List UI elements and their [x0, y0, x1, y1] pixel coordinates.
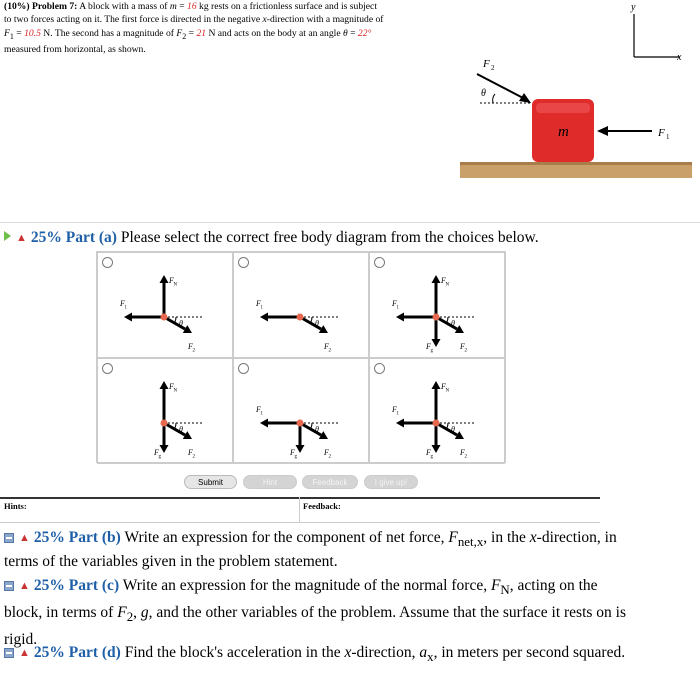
part-c-label: 25% Part (c): [33, 577, 120, 594]
problem-text-1: A block with a mass of: [79, 1, 168, 12]
f1-sub: 1: [666, 133, 670, 141]
mass-label: m: [558, 124, 569, 140]
part-c-text-1: Write an expression for the magnitude of the normal force,: [122, 577, 488, 594]
f1-label: F: [658, 127, 665, 139]
f2-label: F: [188, 448, 193, 457]
f1-arrow: [260, 313, 300, 322]
part-a-label: 25% Part (a): [30, 229, 117, 246]
f1-label-sub: 1: [396, 411, 399, 417]
warning-icon: ▲: [16, 232, 27, 244]
mass-value: 16: [187, 1, 197, 12]
fbd-diagram-3: [370, 253, 506, 359]
f1-value: 10.5: [24, 27, 41, 39]
fn-arrow: [160, 381, 169, 423]
theta-symbol: θ: [342, 27, 348, 39]
submit-button[interactable]: Submit: [184, 475, 237, 489]
f2-arrow: [164, 423, 192, 439]
f2-label: F: [188, 342, 193, 351]
f2-value: 21: [196, 27, 207, 39]
fbd-diagram-2: [234, 253, 370, 359]
fn-label-sub: N: [173, 282, 178, 288]
collapse-icon[interactable]: [4, 581, 14, 591]
fg-label: F: [426, 342, 431, 351]
problem-number: Problem 7:: [31, 1, 78, 12]
theta-label: θ: [315, 319, 319, 328]
collapse-icon[interactable]: [4, 648, 14, 658]
f2-label: F: [324, 448, 329, 457]
problem-figure: [455, 0, 700, 185]
f1-label: F: [392, 405, 397, 414]
fn-label: F: [441, 276, 446, 285]
collapse-icon[interactable]: [4, 533, 14, 543]
f1-arrowhead: [597, 126, 608, 136]
f2-label: F: [460, 448, 465, 457]
part-a-prompt: Please select the correct free body diagram from the choices below.: [120, 229, 539, 246]
part-c-text-3: block, in terms of: [4, 604, 114, 622]
theta-label: θ: [179, 425, 183, 434]
feedback-button[interactable]: Feedback: [302, 475, 358, 489]
fg-label-sub: g: [430, 454, 433, 460]
hints-feedback-bar: [0, 497, 600, 523]
fg-arrow: [296, 423, 305, 453]
fnet-sub: net,x: [457, 534, 484, 550]
f2-label-sub: 2: [192, 454, 195, 460]
f1-symbol: F: [4, 27, 10, 39]
theta-label: θ: [481, 88, 486, 99]
f1-label: F: [256, 299, 261, 308]
choice-2[interactable]: [233, 252, 369, 358]
part-d-header[interactable]: [4, 643, 696, 667]
choice-1[interactable]: [97, 252, 233, 358]
f2-arrow: [436, 423, 464, 439]
part-c-text-5: , and the other variables of the problem. Assume that the surface it rests on is: [148, 604, 626, 622]
mass-point: [161, 420, 168, 427]
fg-label-sub: g: [158, 454, 161, 460]
f2-arrow: [300, 423, 328, 439]
problem-text-3: to two forces acting on it. The first force is directed in the negative: [4, 14, 261, 26]
floor-edge: [460, 162, 692, 165]
f1-label: F: [120, 299, 125, 308]
part-c-text-2: , acting on the: [509, 577, 598, 594]
f2-arrow: [436, 317, 464, 333]
f2-symbol: F: [117, 604, 127, 622]
part-d-text-1: Find the block's acceleration in the: [124, 644, 341, 661]
part-d-label: 25% Part (d): [33, 644, 121, 661]
f2-label-sub: 2: [464, 348, 467, 354]
mass-point: [297, 420, 304, 427]
part-d-text-2: -direction,: [351, 644, 416, 661]
f1-label-sub: 1: [396, 305, 399, 311]
part-b-text-2: , in the: [483, 529, 526, 546]
choices-grid: [96, 251, 506, 463]
part-d-text-3: , in meters per second squared.: [433, 644, 626, 661]
f2-sub: 2: [491, 64, 495, 72]
mass-point: [433, 420, 440, 427]
choice-4[interactable]: [97, 358, 233, 464]
x-symbol-b: x: [529, 529, 537, 546]
f1-label: F: [256, 405, 261, 414]
fg-arrow: [432, 423, 441, 453]
f2-label-sub: 2: [328, 454, 331, 460]
fbd-diagram-4: [98, 359, 234, 465]
f2-label: F: [483, 58, 490, 70]
f2-label-sub: 2: [328, 348, 331, 354]
block-highlight: [536, 103, 590, 113]
fn-label-sub: N: [445, 282, 450, 288]
expand-icon[interactable]: [4, 231, 11, 241]
give-up-button[interactable]: I give up!: [364, 475, 418, 489]
fn-label: F: [169, 276, 174, 285]
fg-label: F: [290, 448, 295, 457]
part-b-header[interactable]: [4, 528, 694, 572]
part-a-header[interactable]: [4, 228, 539, 248]
x-symbol: x: [262, 14, 267, 26]
choice-5[interactable]: [233, 358, 369, 464]
part-b-text-3: -direction, in: [536, 529, 617, 546]
f1-arrow: [396, 313, 436, 322]
fn-label: F: [169, 382, 174, 391]
part-c-header[interactable]: [4, 574, 696, 651]
problem-weight: (10%): [4, 1, 30, 12]
g-symbol: g: [140, 604, 149, 622]
fn-label: F: [441, 382, 446, 391]
f1-label-sub: 1: [260, 305, 263, 311]
fbd-diagram-5: [234, 359, 370, 465]
f2-label-sub: 2: [464, 454, 467, 460]
problem-text-4: -direction with a magnitude of: [266, 14, 384, 26]
hint-button[interactable]: Hint: [243, 475, 297, 489]
problem-statement: (10%) Problem 7: A block with a mass of m = 16 kg rests on a frictionless surface and is subject to two forces acting on it. The first force is directed in the negative x-direction with a magnitude of $F_1 = 10.5$ N. The second has a magnitude of $F_2 = 21$ N and acts on the body at an angle θ = 22° measured from horizontal, as shown.: [4, 1, 384, 56]
f2-label: F: [324, 342, 329, 351]
problem-text-2: kg rests on a frictionless surface and is subject: [199, 1, 377, 12]
ax-sub: x: [427, 649, 434, 665]
x-symbol-d: x: [344, 644, 352, 661]
fg-label-sub: g: [430, 348, 433, 354]
x-axis-label: x: [677, 52, 682, 63]
hints-label: Hints:: [4, 501, 27, 511]
mass-symbol: m: [169, 1, 177, 12]
f2-sub-c: 2: [126, 609, 134, 625]
warning-icon: ▲: [19, 532, 30, 544]
fg-label: F: [154, 448, 159, 457]
f1-arrow: [396, 419, 436, 428]
fn-sub: N: [500, 582, 510, 598]
f2-arrow: [164, 317, 192, 333]
problem-text-5: N. The second has a magnitude of: [43, 27, 174, 39]
choice-6[interactable]: [369, 358, 505, 464]
mass-point: [161, 314, 168, 321]
fbd-diagram-6: [370, 359, 506, 465]
fn-arrow: [432, 275, 441, 317]
hints-separator: [299, 497, 300, 523]
fn-arrow: [432, 381, 441, 423]
choice-3[interactable]: [369, 252, 505, 358]
y-axis-label: y: [631, 2, 636, 13]
f1-label-sub: 1: [124, 305, 127, 311]
problem-text-6: N and acts on the body at an angle: [208, 27, 341, 39]
f1-arrow: [124, 313, 164, 322]
theta-label: θ: [451, 319, 455, 328]
fn-symbol: F: [490, 577, 501, 594]
fg-arrow: [160, 423, 169, 453]
part-c-text-4: ,: [133, 604, 138, 622]
theta-value: 22°: [357, 27, 372, 39]
part-b-text-1: Write an expression for the component of net force,: [124, 529, 445, 546]
fn-arrow: [160, 275, 169, 317]
f1-label-sub: 1: [260, 411, 263, 417]
fnet-symbol: F: [448, 529, 458, 546]
ax-symbol: a: [419, 644, 428, 661]
fg-label-sub: g: [294, 454, 297, 460]
axes-icon: [630, 2, 682, 63]
warning-icon: ▲: [19, 647, 30, 659]
fbd-diagram-1: [98, 253, 234, 359]
mass-point: [297, 314, 304, 321]
f2-arrow: [300, 317, 328, 333]
f2-label: F: [460, 342, 465, 351]
fg-label: F: [426, 448, 431, 457]
part-b-text-4: terms of the variables given in the problem statement.: [4, 553, 338, 571]
mass-point: [433, 314, 440, 321]
fn-label-sub: N: [173, 388, 178, 394]
theta-label: θ: [451, 425, 455, 434]
theta-arc: [493, 94, 495, 103]
block-diagram: [455, 0, 700, 185]
fg-arrow: [432, 317, 441, 347]
f1-label: F: [392, 299, 397, 308]
warning-icon: ▲: [19, 580, 30, 592]
part-c-text-6: rigid.: [4, 631, 38, 649]
part-b-label: 25% Part (b): [33, 529, 121, 546]
theta-label: θ: [315, 425, 319, 434]
divider: [0, 222, 700, 223]
f2-arrowhead: [519, 93, 531, 103]
f1-arrow: [260, 419, 300, 428]
feedback-label: Feedback:: [303, 501, 341, 511]
problem-text-7: measured from horizontal, as shown.: [4, 44, 146, 56]
fn-label-sub: N: [445, 388, 450, 394]
theta-label: θ: [179, 319, 183, 328]
f2-label-sub: 2: [192, 348, 195, 354]
